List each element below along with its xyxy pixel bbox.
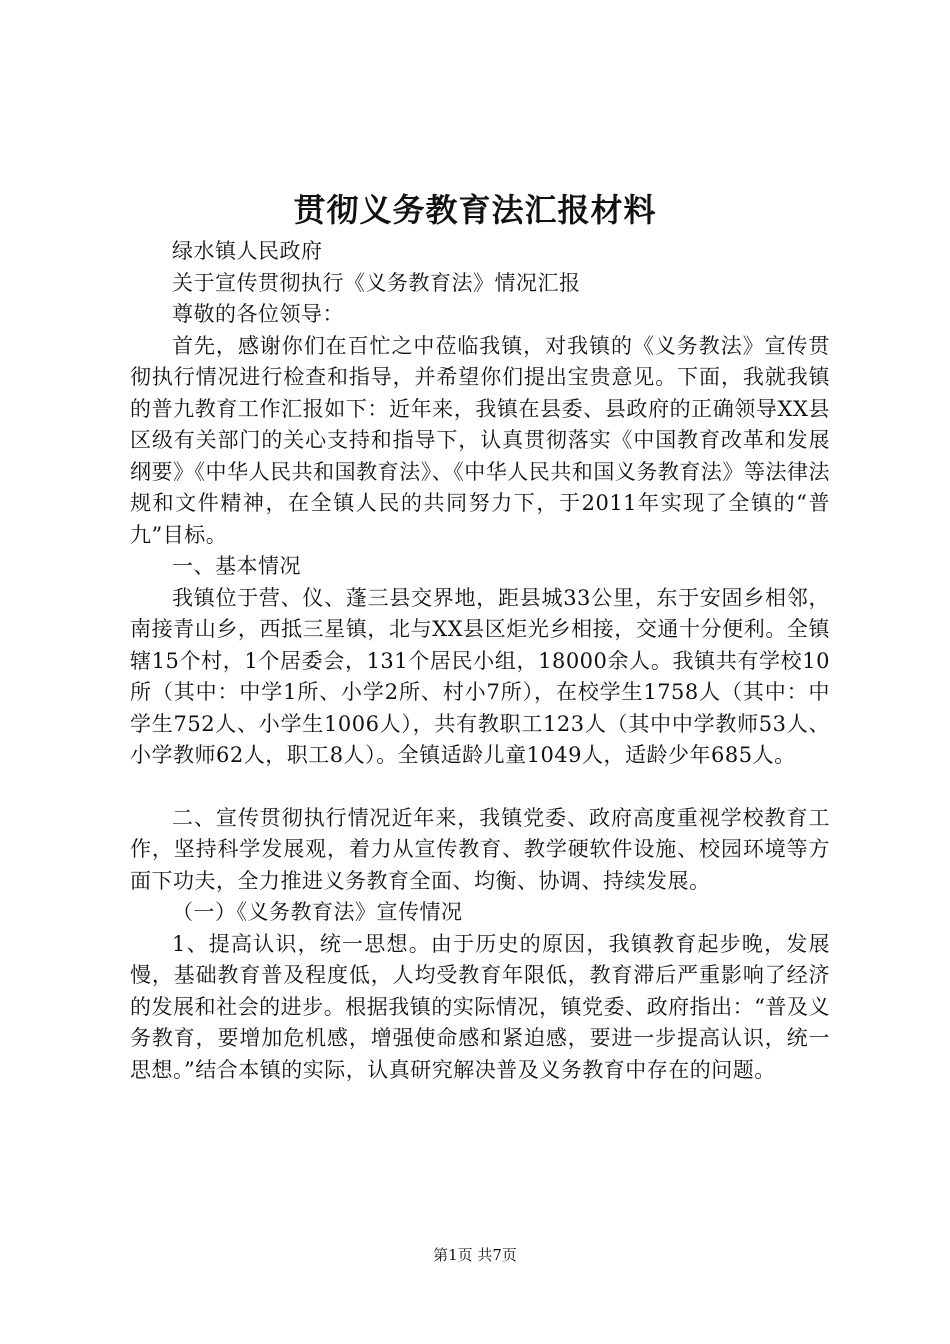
paragraph-introduction: 首先，感谢你们在百忙之中莅临我镇，对我镇的《义务教法》宣传贯彻执行情况进行检查和指导，并希望你们提出宝贵意见。下面，我就我镇的普九教育工作汇报如下：近年来，我镇在县委、县政府的正确领导XX县区级有关部门的关心支持和指导下，认真贯彻落实《中国教育改革和发展纲要》《中华人民共和国教育法》、《中华人民共和国义务教育法》等法律法规和文件精神，在全镇人民的共同努力下，于2011年实现了全镇的“普九”目标。 bbox=[130, 333, 830, 547]
paragraph-publicity-implementation: 二、宣传贯彻执行情况近年来，我镇党委、政府高度重视学校教育工作，坚持科学发展观，着力从宣传教育、教学硬软件设施、校园环境等方面下功夫，全力推进义务教育全面、均衡、协调、持续发展。 bbox=[130, 805, 830, 893]
section-heading-basic-situation: 一、基本情况 bbox=[172, 554, 301, 578]
paragraph-salutation: 尊敬的各位领导： bbox=[172, 302, 344, 326]
paragraph-raise-awareness: 1、提高认识，统一思想。由于历史的原因，我镇教育起步晚，发展慢，基础教育普及程度低，人均受教育年限低，教育滞后严重影响了经济的发展和社会的进步。根据我镇的实际情况，镇党委、政府指出：“普及义务教育，要增加危机感，增强使命感和紧迫感，要进一步提高认识，统一思想。”结合本镇的实际，认真研究解决普及义务教育中存在的问题。 bbox=[130, 931, 830, 1082]
subsection-heading-publicity: （一）《义务教育法》宣传情况 bbox=[172, 900, 463, 924]
paragraph-basic-situation: 我镇位于营、仪、蓬三县交界地，距县城33公里，东于安固乡相邻，南接青山乡，西抵三星镇，北与XX县区炬光乡相接，交通十分便利。全镇辖15个村，1个居委会，131个居民小组，18000余人。我镇共有学校10所（其中：中学1所、小学2所、村小7所），在校学生1758人（其中：中学生752人、小学生1006人），共有教职工123人（其中中学教师53人、小学教师62人，职工8人）。全镇适龄儿童1049人，适龄少年685人。 bbox=[130, 585, 830, 767]
paragraph-report-subject: 关于宣传贯彻执行《义务教育法》情况汇报 bbox=[172, 270, 581, 295]
document-title: 贯彻义务教育法汇报材料 bbox=[293, 191, 657, 229]
page-number: 第1页 共7页 bbox=[433, 1246, 517, 1264]
paragraph-issuer: 绿水镇人民政府 bbox=[172, 239, 323, 263]
document-body bbox=[130, 236, 830, 1086]
